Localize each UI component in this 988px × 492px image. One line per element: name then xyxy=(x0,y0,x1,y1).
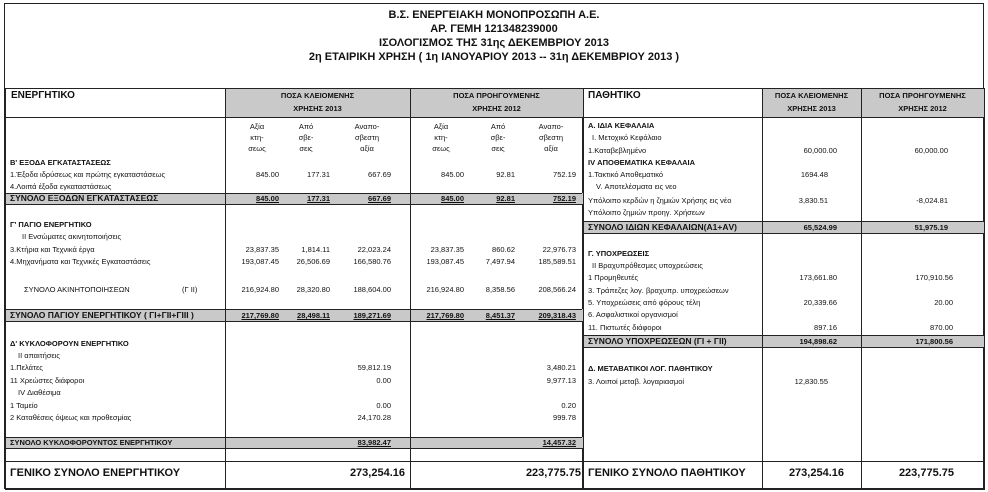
liabilities-heading: Γ. ΥΠΟΧΡΕΩΣΕΙΣ xyxy=(588,249,650,258)
cell-value: 8,358.56 xyxy=(485,285,515,294)
row-label: 2 Καταθέσεις όψεως και προθεσμίας xyxy=(10,413,132,422)
cell-value: 83,982.47 xyxy=(357,438,391,447)
cell-value: 216,924.80 xyxy=(241,285,279,294)
transitional-heading: Δ. ΜΕΤΑΒΑΤΙΚΟΙ ΛΟΓ. ΠΑΘΗΤΙΚΟΥ xyxy=(588,364,713,373)
row-label: Υπόλοιπο ζημιών προηγ. Χρήσεων xyxy=(588,208,705,217)
current-total-label: ΣΥΝΟΛΟ ΚΥΚΛΟΦΟΡΟΥΝΤΟΣ ΕΝΕΡΓΗΤΙΚΟΥ xyxy=(10,438,173,447)
cell-value: 273,254.16 xyxy=(788,467,844,479)
cell-value: 22,976.73 xyxy=(542,245,576,254)
cell-value: 170,910.56 xyxy=(915,273,953,282)
cell-value: 60,000.00 xyxy=(914,146,948,155)
cell-value: 845.00 xyxy=(256,194,279,203)
row-tag: (Γ II) xyxy=(182,285,198,294)
liabilities-total-label: ΣΥΝΟΛΟ ΥΠΟΧΡΕΩΣΕΩΝ (ΓΙ + ΓΙΙ) xyxy=(588,336,727,346)
cell-value: 28,498.11 xyxy=(297,311,330,320)
col-net-header: Αναπο- xyxy=(354,122,380,131)
cell-value: 23,837.35 xyxy=(245,245,279,254)
current-assets-heading: Δ' ΚΥΚΛΟΦΟΡΟΥΝ ΕΝΕΡΓΗΤΙΚΟ xyxy=(10,339,129,348)
reserves-heading: IV ΑΠΟΘΕΜΑΤΙΚΑ ΚΕΦΑΛΑΙΑ xyxy=(588,158,696,167)
col-cost-header: Αξία xyxy=(249,122,265,131)
cur-year-head-line2: ΧΡΗΣΗΣ 2013 xyxy=(787,104,836,113)
row-label: 1 Ταμείο xyxy=(10,401,38,410)
col-net-header: αξία xyxy=(360,144,374,153)
row-label: 11. Πιστωτές διάφοροι xyxy=(588,323,662,332)
row-label: 3. Λοιποί μεταβ. λογαριασμοί xyxy=(588,377,685,386)
cell-value: 667.69 xyxy=(368,170,391,179)
col-net-header: Αναπο- xyxy=(538,122,564,131)
cell-value: 209,318.43 xyxy=(538,311,576,320)
cell-value: 92.81 xyxy=(496,194,515,203)
cell-value: 22,023.24 xyxy=(357,245,391,254)
prev-year-head-line2: ΧΡΗΣΗΣ 2012 xyxy=(898,104,947,113)
equity-heading: Α. ΙΔΙΑ ΚΕΦΑΛΑΙΑ xyxy=(588,121,655,130)
cell-value: 845.00 xyxy=(256,170,279,179)
row-label: 11 Χρεώστες διάφοροι xyxy=(10,376,85,385)
gemi-number: ΑΡ. ΓΕΜΗ 121348239000 xyxy=(430,23,558,35)
prev-year-head-line2: ΧΡΗΣΗΣ 2012 xyxy=(472,104,521,113)
cell-value: 3,830.51 xyxy=(798,196,828,205)
prev-year-head-line1: ΠΟΣΑ ΠΡΟΗΓΟΥΜΕΝΗΣ xyxy=(453,91,540,100)
cell-value: 273,254.16 xyxy=(349,467,405,479)
col-cost-header: κτη- xyxy=(250,133,264,142)
col-dep-header: σβε- xyxy=(298,133,314,142)
cell-value: 177.31 xyxy=(307,170,330,179)
col-dep-header: σεις xyxy=(491,144,505,153)
col-net-header: σβεστη xyxy=(538,133,564,142)
cell-value: 1694.48 xyxy=(800,170,828,179)
cell-value: 193,087.45 xyxy=(426,257,464,266)
cell-value: 12,830.55 xyxy=(794,377,828,386)
cell-value: 65,524.99 xyxy=(803,223,837,232)
cell-value: -8,024.81 xyxy=(916,196,948,205)
liabilities-title: ΠΑΘΗΤΙΚΟ xyxy=(588,90,641,101)
cell-value: 0.20 xyxy=(561,401,576,410)
col-cost-header: σεως xyxy=(432,144,450,153)
row-label: 6. Ασφαλιστικοί οργανισμοί xyxy=(588,310,678,319)
cur-year-head-line1: ΠΟΣΑ ΚΛΕΙΟΜΕΝΗΣ xyxy=(280,91,355,100)
row-label: II απαιτήσεις xyxy=(18,351,61,360)
row-label: ΣΥΝΟΛΟ ΑΚΙΝΗΤΟΠΟΙΗΣΕΩΝ xyxy=(24,285,130,294)
row-label: Υπόλοιπο κερδών η ζημιών Χρήσης εις νέο xyxy=(588,196,732,205)
cell-value: 999.78 xyxy=(553,413,576,422)
row-label: II Ενσώματες ακινητοποιήσεις xyxy=(22,232,122,241)
row-label: 3. Τράπεζες λογ. βραχυπρ. υποχρεώσεων xyxy=(588,286,729,295)
row-label: I. Μετοχικό Κεφάλαιο xyxy=(592,133,662,142)
cell-value: 223,775.75 xyxy=(525,467,581,479)
cur-year-head-line2: ΧΡΗΣΗΣ 2013 xyxy=(293,104,342,113)
row-label: 4.Μηχανήματα και Τεχνικές Εγκαταστάσεις xyxy=(10,257,151,266)
cell-value: 860.62 xyxy=(492,245,515,254)
cell-value: 23,837.35 xyxy=(430,245,464,254)
cell-value: 3,480.21 xyxy=(546,363,576,372)
cell-value: 173,661.80 xyxy=(799,273,837,282)
col-cost-header: σεως xyxy=(248,144,266,153)
prev-year-head-line1: ΠΟΣΑ ΠΡΟΗΓΟΥΜΕΝΗΣ xyxy=(879,91,966,100)
liabilities-section xyxy=(583,88,985,490)
setup-total-label: ΣΥΝΟΛΟ ΕΞΟΔΩΝ ΕΓΚΑΤΑΣΤΑΣΕΩΣ xyxy=(10,193,159,203)
col-dep-header: Από xyxy=(298,122,314,131)
cell-value: 217,769.80 xyxy=(426,311,464,320)
cell-value: 185,589.51 xyxy=(538,257,576,266)
cell-value: 189,271.69 xyxy=(353,311,391,320)
assets-title: ΕΝΕΡΓΗΤΙΚΟ xyxy=(11,90,75,101)
cell-value: 752.19 xyxy=(553,194,576,203)
row-label: IV Διαθέσιμα xyxy=(18,388,61,397)
cell-value: 223,775.75 xyxy=(898,467,954,479)
liabilities-grand-total-label: ΓΕΝΙΚΟ ΣΥΝΟΛΟ ΠΑΘΗΤΙΚΟΥ xyxy=(588,467,746,479)
assets-grand-total-label: ΓΕΝΙΚΟ ΣΥΝΟΛΟ ΕΝΕΡΓΗΤΙΚΟΥ xyxy=(10,467,181,479)
cell-value: 667.69 xyxy=(368,194,391,203)
cell-value: 59,812.19 xyxy=(357,363,391,372)
cell-value: 92.81 xyxy=(496,170,515,179)
cell-value: 20.00 xyxy=(934,298,953,307)
col-cost-header: Αξία xyxy=(433,122,449,131)
cell-value: 208,566.24 xyxy=(538,285,576,294)
cell-value: 171,800.56 xyxy=(915,337,953,346)
cell-value: 26,506.69 xyxy=(296,257,330,266)
equity-total-label: ΣΥΝΟΛΟ ΙΔΙΩΝ ΚΕΦΑΛΑΙΩΝ(Α1+ΑV) xyxy=(588,222,737,232)
cell-value: 897.16 xyxy=(814,323,837,332)
col-dep-header: σεις xyxy=(299,144,313,153)
row-label: 1.Τακτικό Αποθεματικό xyxy=(588,170,664,179)
cell-value: 188,604.00 xyxy=(353,285,391,294)
company-name: Β.Σ. ΕΝΕΡΓΕΙΑΚΗ ΜΟΝΟΠΡΟΣΩΠΗ Α.Ε. xyxy=(388,9,600,21)
row-label: 4.Λοιπά έξοδα εγκαταστάσεως xyxy=(10,182,112,191)
cell-value: 177.31 xyxy=(307,194,330,203)
cell-value: 14,457.32 xyxy=(542,438,576,447)
cell-value: 20,339.66 xyxy=(803,298,837,307)
col-net-header: αξία xyxy=(544,144,558,153)
cell-value: 7,497.94 xyxy=(485,257,515,266)
cell-value: 845.00 xyxy=(441,194,464,203)
cell-value: 51,975.19 xyxy=(914,223,948,232)
cell-value: 0.00 xyxy=(376,376,391,385)
setup-expenses-heading: Β' ΕΞΟΔΑ ΕΓΚΑΤΑΣΤΑΣΕΩΣ xyxy=(10,158,111,167)
fixed-total-label: ΣΥΝΟΛΟ ΠΑΓΙΟΥ ΕΝΕΡΓΗΤΙΚΟΥ ( ΓΙ+ΓΙΙ+ΓΙΙΙ ) xyxy=(10,310,194,320)
cell-value: 60,000.00 xyxy=(803,146,837,155)
cell-value: 9,977.13 xyxy=(546,376,576,385)
assets-section xyxy=(5,88,583,490)
row-label: II Βραχυπρόθεσμες υποχρεώσεις xyxy=(592,261,703,270)
row-label: 1.Έξοδα ιδρύσεως και πρώτης εγκαταστάσεως xyxy=(10,170,166,179)
cell-value: 752.19 xyxy=(553,170,576,179)
cell-value: 0.00 xyxy=(376,401,391,410)
cell-value: 194,898.62 xyxy=(799,337,837,346)
col-net-header: σβεστη xyxy=(354,133,380,142)
balance-sheet xyxy=(4,3,984,489)
sheet-title: ΙΣΟΛΟΓΙΣΜΟΣ ΤΗΣ 31ης ΔΕΚΕΜΒΡΙΟΥ 2013 xyxy=(379,37,609,49)
cell-value: 28,320.80 xyxy=(296,285,330,294)
fixed-assets-heading: Γ' ΠΑΓΙΟ ΕΝΕΡΓΗΤΙΚΟ xyxy=(10,220,92,229)
cell-value: 845.00 xyxy=(441,170,464,179)
cell-value: 193,087.45 xyxy=(241,257,279,266)
cell-value: 870.00 xyxy=(930,323,953,332)
cell-value: 1,814.11 xyxy=(301,245,330,254)
row-label: 1.Πελάτες xyxy=(10,363,43,372)
col-cost-header: κτη- xyxy=(434,133,448,142)
cell-value: 216,924.80 xyxy=(426,285,464,294)
row-label: V. Αποτελέσματα εις νεο xyxy=(596,182,677,191)
cell-value: 24,170.28 xyxy=(357,413,391,422)
row-label: 1 Προμηθευτές xyxy=(588,273,639,282)
row-label: 3.Κτήρια και Τεχνικά έργα xyxy=(10,245,95,254)
fiscal-period: 2η ΕΤΑΙΡΙΚΗ ΧΡΗΣΗ ( 1η ΙΑΝΟΥΑΡΙΟΥ 2013 -- 31η ΔΕΚΕΜΒΡΙΟΥ 2013 ) xyxy=(308,51,680,63)
col-dep-header: σβε- xyxy=(490,133,506,142)
cell-value: 166,580.76 xyxy=(353,257,391,266)
row-label: 1.Καταβεβλημένο xyxy=(588,146,647,155)
cur-year-head-line1: ΠΟΣΑ ΚΛΕΙΟΜΕΝΗΣ xyxy=(774,91,849,100)
col-dep-header: Από xyxy=(490,122,506,131)
cell-value: 217,769.80 xyxy=(241,311,279,320)
row-label: 5. Υποχρεώσεις από φόρους τέλη xyxy=(588,298,701,307)
cell-value: 8,451.37 xyxy=(485,311,515,320)
